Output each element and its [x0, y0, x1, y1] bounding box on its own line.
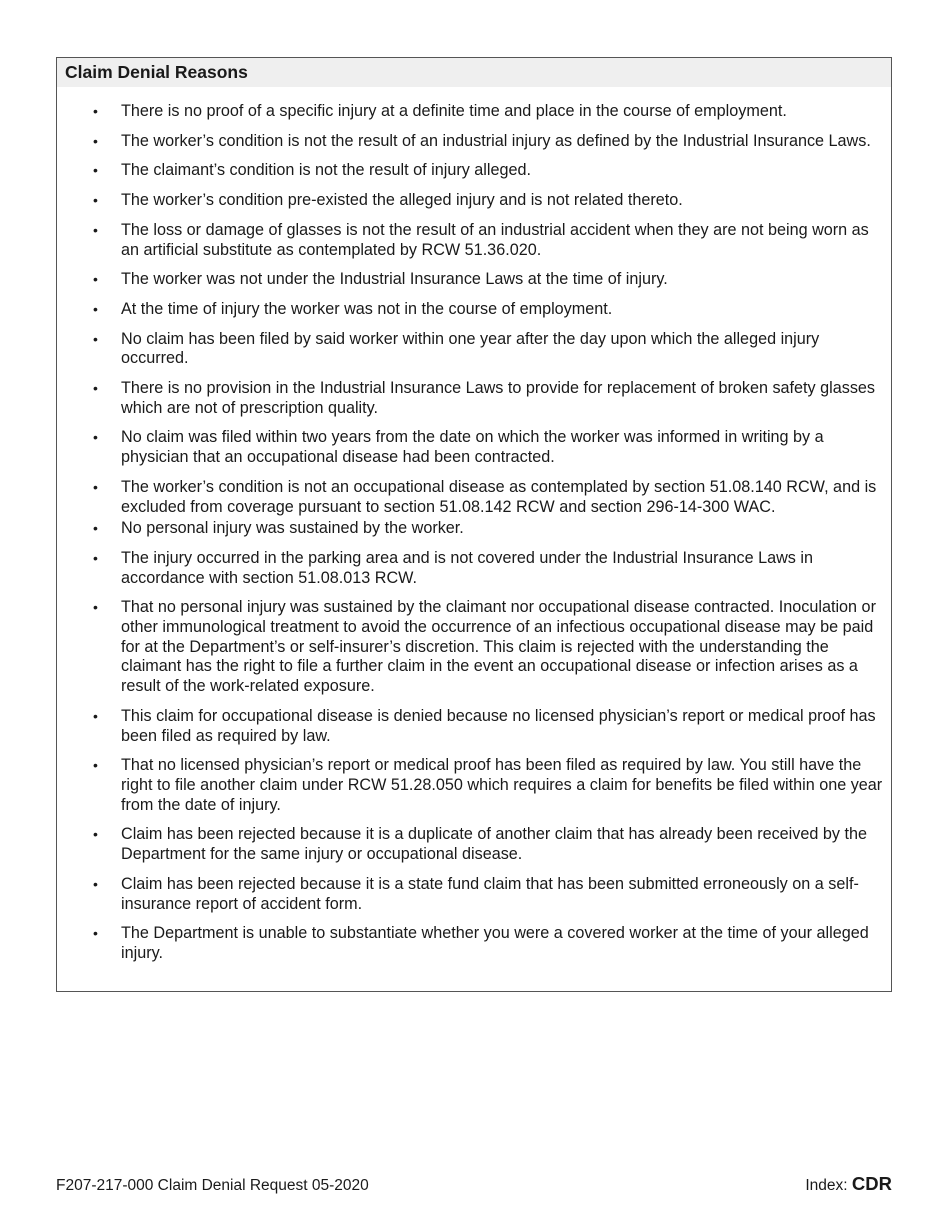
- bullet-icon: •: [93, 757, 98, 774]
- reason-text: That no licensed physician’s report or medical proof has been filed as required by law. You still have the right to file another claim under RCW 51.28.050 which requires a claim for benefits be filed within one year from the date of injury.: [121, 756, 883, 814]
- bullet-icon: •: [93, 478, 98, 495]
- reason-text: The injury occurred in the parking area and is not covered under the Industrial Insurance Laws in accordance with section 51.08.013 RCW.: [121, 548, 813, 587]
- bullet-icon: •: [93, 549, 98, 566]
- form-index: [805, 1174, 892, 1196]
- reason-text: The worker’s condition is not an occupational disease as contemplated by section 51.08.140 RCW, and is excluded from coverage pursuant to section 51.08.142 RCW and section 296-14-300 WAC.: [121, 477, 877, 516]
- reason-item: [57, 161, 891, 181]
- bullet-icon: •: [93, 330, 98, 347]
- bullet-icon: •: [93, 162, 98, 179]
- bullet-icon: •: [93, 103, 98, 119]
- reason-item: [57, 756, 891, 815]
- form-id: F207-217-000 Claim Denial Request 05-2020: [56, 1177, 369, 1194]
- reason-text: That no personal injury was sustained by the claimant nor occupational disease contracted. Inoculation or other immunological treatment to avoid the occurrence of an infectious occupational disease may be paid for at the Department’s or self-insurer’s discretion. This claim is rejected with the understanding the claimant has the right to file a further claim in the event an occupational disease or infection arises as a result of the work-related exposure.: [121, 598, 876, 696]
- reason-text: No claim has been filed by said worker within one year after the day upon which the alleged injury occurred.: [121, 329, 820, 368]
- reason-item: [57, 191, 891, 211]
- reason-item: [57, 221, 891, 260]
- bullet-icon: •: [93, 875, 98, 892]
- bullet-icon: •: [93, 300, 98, 317]
- index-code: CDR: [851, 1173, 892, 1194]
- reason-text: The worker was not under the Industrial Insurance Laws at the time of injury.: [121, 270, 668, 289]
- reason-item: [57, 102, 891, 122]
- reason-text: The loss or damage of glasses is not the result of an industrial accident when they are not being worn as an artificial substitute as contemplated by RCW 51.36.020.: [121, 220, 869, 259]
- bullet-icon: •: [93, 221, 98, 238]
- reason-text: Claim has been rejected because it is a duplicate of another claim that has already been received by the Department for the same injury or occupational disease.: [121, 825, 867, 864]
- claim-denial-reasons-box: [56, 57, 892, 992]
- bullet-icon: •: [93, 271, 98, 288]
- reason-text: The Department is unable to substantiate whether you were a covered worker at the time of your alleged injury.: [121, 924, 869, 962]
- bullet-icon: •: [93, 599, 98, 616]
- reason-item: [57, 598, 891, 697]
- reason-item: [57, 825, 891, 864]
- section-title: Claim Denial Reasons: [57, 58, 891, 87]
- reason-item: [57, 707, 891, 746]
- reason-item: [57, 549, 891, 588]
- bullet-icon: •: [93, 192, 98, 209]
- reason-text: This claim for occupational disease is denied because no licensed physician’s report or medical proof has been filed as required by law.: [121, 706, 876, 745]
- reason-text: The claimant’s condition is not the result of injury alleged.: [121, 161, 532, 180]
- reason-item: [57, 132, 891, 152]
- bullet-icon: •: [93, 707, 98, 724]
- index-label: Index:: [805, 1177, 848, 1194]
- bullet-icon: •: [93, 429, 98, 446]
- reason-item: [57, 924, 891, 963]
- bullet-icon: •: [93, 380, 98, 397]
- reason-text: The worker’s condition is not the result of an industrial injury as defined by the Industrial Insurance Laws.: [121, 131, 871, 150]
- reason-item: [57, 330, 891, 369]
- reason-list: [57, 102, 891, 974]
- bullet-icon: •: [93, 925, 98, 942]
- reason-text: No claim was filed within two years from the date on which the worker was informed in writing by a physician that an occupational disease had been contracted.: [121, 428, 824, 467]
- reason-item: [57, 270, 891, 290]
- reason-item: [57, 300, 891, 320]
- reason-text: No personal injury was sustained by the worker.: [121, 519, 464, 538]
- reason-text: Claim has been rejected because it is a state fund claim that has been submitted erroneously on a self-insurance report of accident form.: [121, 874, 859, 913]
- reason-item: [57, 519, 891, 539]
- reason-text: There is no provision in the Industrial Insurance Laws to provide for replacement of broken safety glasses which are not of prescription quality.: [121, 379, 876, 417]
- reason-item: [57, 428, 891, 467]
- bullet-icon: •: [93, 132, 98, 149]
- reason-text: At the time of injury the worker was not in the course of employment.: [121, 299, 613, 318]
- reason-item: [57, 478, 891, 517]
- reason-text: The worker’s condition pre-existed the alleged injury and is not related thereto.: [121, 191, 683, 210]
- bullet-icon: •: [93, 826, 98, 843]
- reason-item: [57, 875, 891, 914]
- bullet-icon: •: [93, 520, 98, 537]
- reason-text: There is no proof of a specific injury at a definite time and place in the course of employment.: [121, 102, 787, 120]
- reason-item: [57, 379, 891, 418]
